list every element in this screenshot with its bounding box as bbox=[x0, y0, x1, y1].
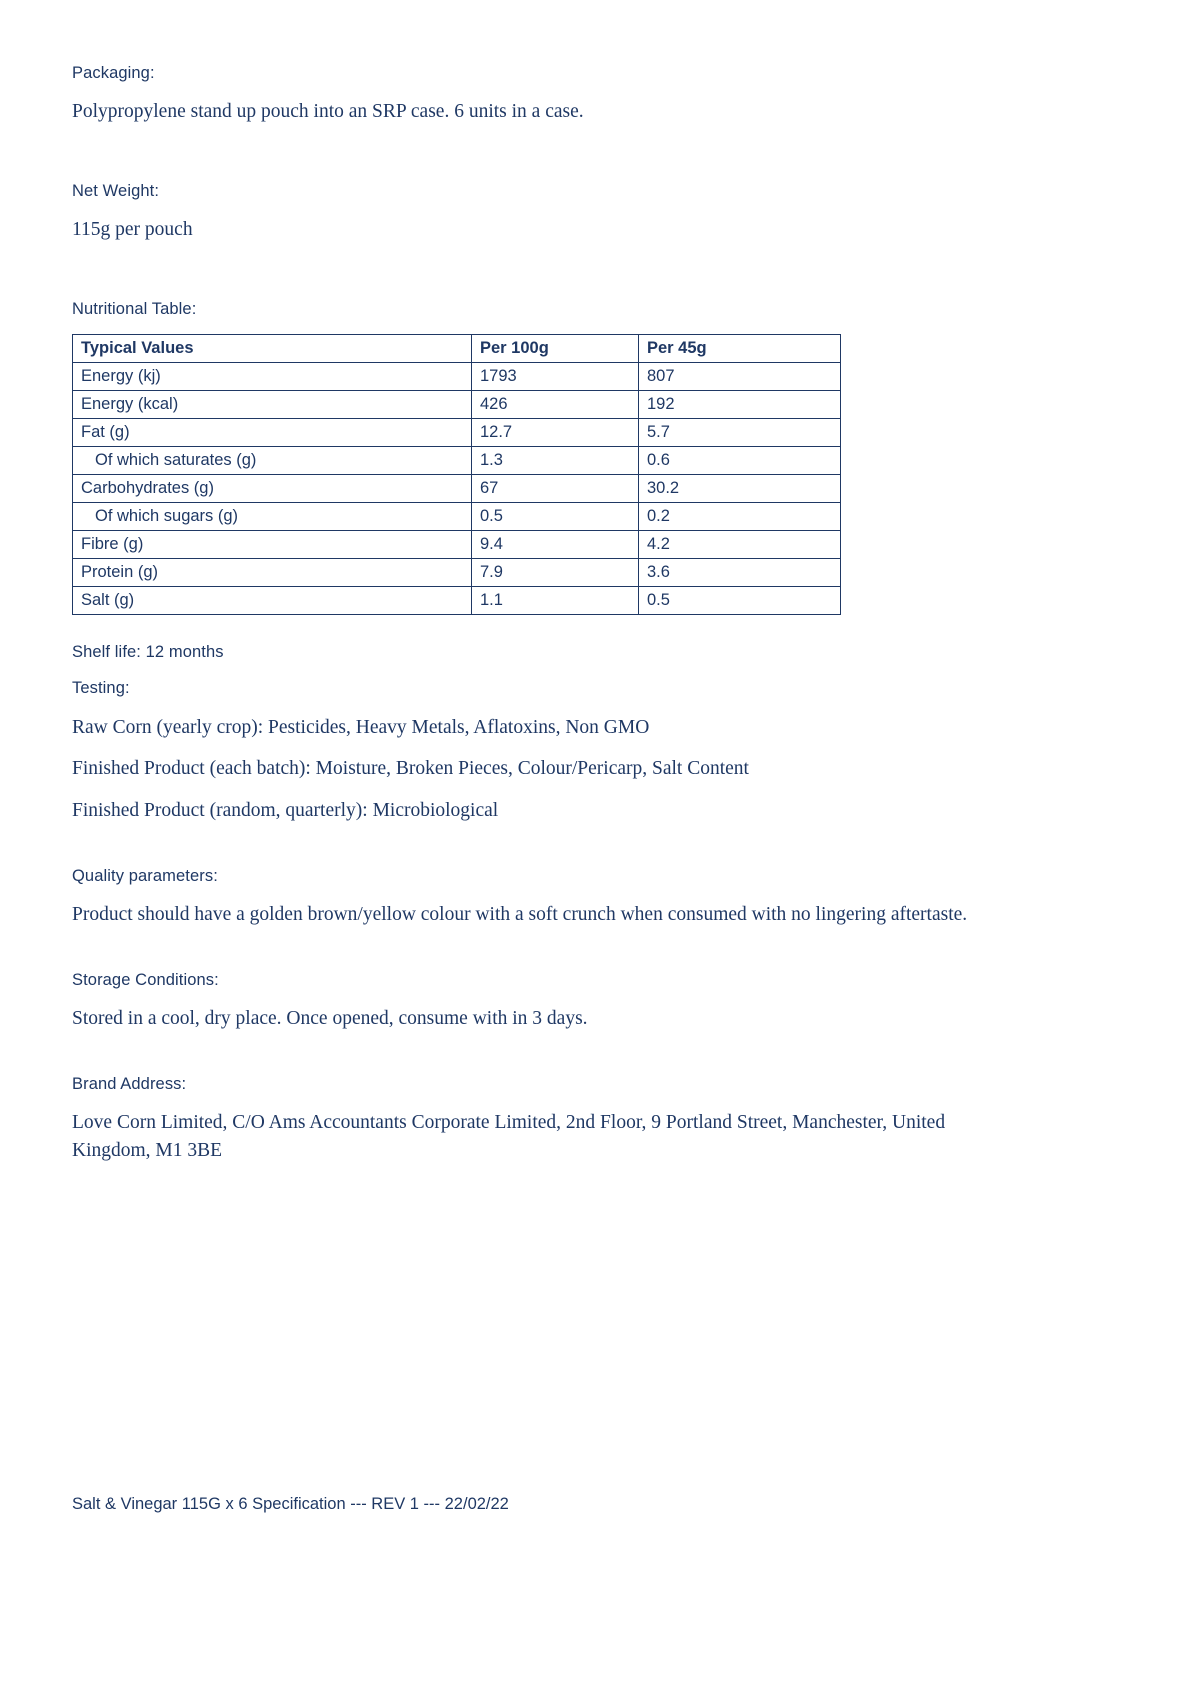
packaging-body: Polypropylene stand up pouch into an SRP case. 6 units in a case. bbox=[72, 101, 584, 123]
spacer bbox=[72, 943, 1082, 969]
row-label: Energy (kcal) bbox=[73, 391, 472, 419]
row-value-per-100g: 0.5 bbox=[472, 503, 639, 531]
nutritional-table-heading: Nutritional Table: bbox=[72, 299, 197, 318]
table-row bbox=[73, 391, 841, 419]
testing-heading: Testing: bbox=[72, 679, 130, 698]
row-value-per-45g: 3.6 bbox=[639, 559, 841, 587]
table-header-row bbox=[73, 335, 841, 363]
table-row bbox=[73, 475, 841, 503]
packaging-heading: Packaging: bbox=[72, 64, 155, 82]
column-header-per-100g: Per 100g bbox=[472, 335, 639, 363]
row-label: Fat (g) bbox=[73, 419, 472, 447]
row-value-per-45g: 0.6 bbox=[639, 447, 841, 475]
row-label: Salt (g) bbox=[73, 587, 472, 615]
quality-parameters-body: Product should have a golden brown/yellow colour with a soft crunch when consumed with no lingering aftertaste. bbox=[72, 904, 968, 926]
row-value-per-45g: 807 bbox=[639, 363, 841, 391]
row-value-per-45g: 0.5 bbox=[639, 587, 841, 615]
testing-line-raw-corn: Raw Corn (yearly crop): Pesticides, Heavy Metals, Aflatoxins, Non GMO bbox=[72, 716, 650, 738]
table-row bbox=[73, 363, 841, 391]
table-row bbox=[73, 587, 841, 615]
testing-line-finished-quarterly: Finished Product (random, quarterly): Microbiological bbox=[72, 800, 499, 822]
row-value-per-100g: 1.1 bbox=[472, 587, 639, 615]
column-header-typical-values: Typical Values bbox=[73, 335, 472, 363]
brand-address-body: Love Corn Limited, C/O Ams Accountants Corporate Limited, 2nd Floor, 9 Portland Street, Manchester, United Kingdom, M1 3BE bbox=[72, 1111, 946, 1161]
table-row bbox=[73, 447, 841, 475]
row-label: Fibre (g) bbox=[73, 531, 472, 559]
row-label: Energy (kj) bbox=[73, 363, 472, 391]
row-value-per-100g: 7.9 bbox=[472, 559, 639, 587]
row-label: Protein (g) bbox=[73, 559, 472, 587]
spacer bbox=[72, 140, 1082, 180]
table-row bbox=[73, 559, 841, 587]
row-value-per-100g: 67 bbox=[472, 475, 639, 503]
document-content bbox=[72, 62, 1082, 1178]
row-label: Of which sugars (g) bbox=[73, 503, 472, 531]
storage-conditions-body: Stored in a cool, dry place. Once opened, consume with in 3 days. bbox=[72, 1007, 588, 1029]
row-value-per-45g: 5.7 bbox=[639, 419, 841, 447]
table-row bbox=[73, 503, 841, 531]
row-label: Of which saturates (g) bbox=[73, 447, 472, 475]
spacer bbox=[72, 1047, 1082, 1073]
spacer bbox=[72, 839, 1082, 865]
row-value-per-100g: 9.4 bbox=[472, 531, 639, 559]
row-label: Carbohydrates (g) bbox=[73, 475, 472, 503]
testing-line-finished-batch: Finished Product (each batch): Moisture, Broken Pieces, Colour/Pericarp, Salt Content bbox=[72, 758, 749, 780]
net-weight-body: 115g per pouch bbox=[72, 219, 193, 241]
spacer bbox=[72, 258, 1082, 298]
quality-parameters-heading: Quality parameters: bbox=[72, 866, 218, 885]
row-value-per-45g: 30.2 bbox=[639, 475, 841, 503]
spacer bbox=[72, 615, 1082, 641]
row-value-per-100g: 12.7 bbox=[472, 419, 639, 447]
row-value-per-45g: 4.2 bbox=[639, 531, 841, 559]
row-value-per-45g: 0.2 bbox=[639, 503, 841, 531]
column-header-per-45g: Per 45g bbox=[639, 335, 841, 363]
table-row bbox=[73, 419, 841, 447]
brand-address-heading: Brand Address: bbox=[72, 1074, 187, 1093]
row-value-per-45g: 192 bbox=[639, 391, 841, 419]
document-footer: Salt & Vinegar 115G x 6 Specification --- REV 1 --- 22/02/22 bbox=[72, 1495, 509, 1513]
storage-conditions-heading: Storage Conditions: bbox=[72, 970, 219, 989]
row-value-per-100g: 426 bbox=[472, 391, 639, 419]
row-value-per-100g: 1793 bbox=[472, 363, 639, 391]
table-row bbox=[73, 531, 841, 559]
net-weight-heading: Net Weight: bbox=[72, 181, 159, 200]
shelf-life-text: Shelf life: 12 months bbox=[72, 643, 224, 662]
row-value-per-100g: 1.3 bbox=[472, 447, 639, 475]
nutrition-table bbox=[72, 334, 841, 615]
